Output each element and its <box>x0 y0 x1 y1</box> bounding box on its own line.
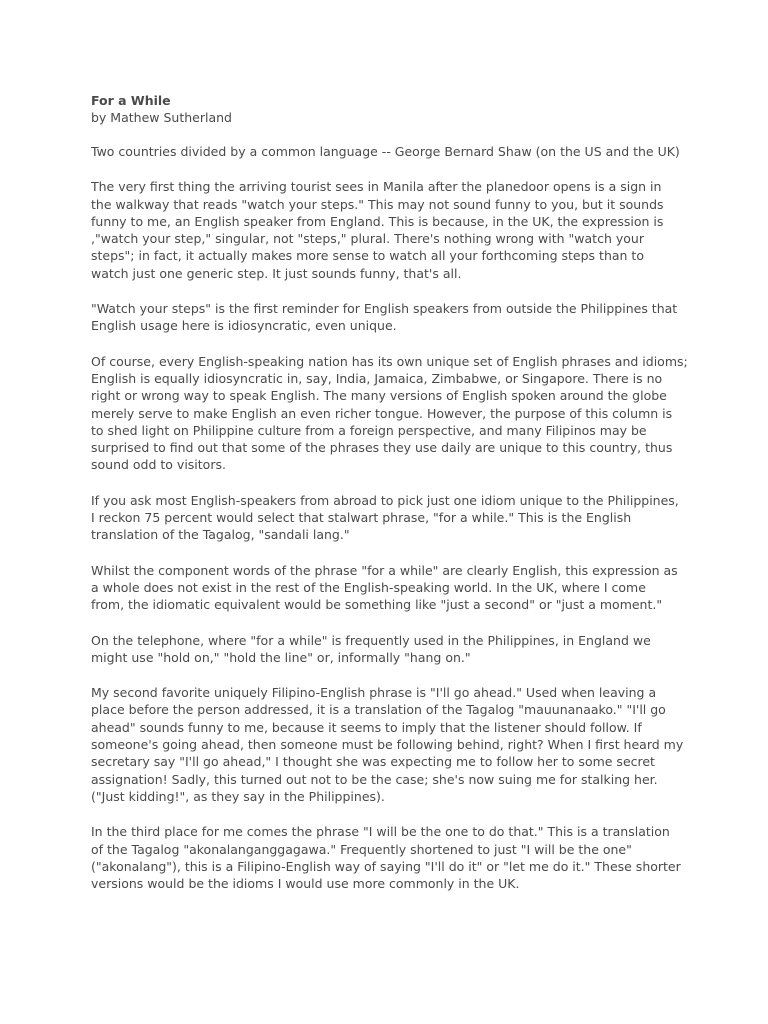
text-line: On the telephone, where "for a while" is frequently used in the Philippines, in England we <box>91 632 651 648</box>
article-title: For a While <box>91 93 171 108</box>
text-line: merely serve to make English an even richer tongue. However, the purpose of this column is <box>91 405 673 421</box>
text-line: In the third place for me comes the phrase "I will be the one to do that." This is a translation <box>91 824 670 840</box>
text-line: secretary say "I'll go ahead," I thought she was expecting me to follow her to some secret <box>91 754 655 770</box>
article-body <box>91 143 688 892</box>
text-line: place before the person addressed, it is a translation of the Tagalog "mauunanaako." "I'll go <box>91 702 666 718</box>
text-line: watch just one generic step. It just sounds funny, that's all. <box>91 265 462 281</box>
text-line: If you ask most English-speakers from abroad to pick just one idiom unique to the Philippines, <box>91 492 679 508</box>
paragraph <box>91 492 683 544</box>
text-line: right or wrong way to speak English. The many versions of English spoken around the globe <box>91 388 667 404</box>
text-line: steps"; in fact, it actually makes more sense to watch all your forthcoming steps than to <box>91 248 644 264</box>
document-page <box>91 92 688 910</box>
text-line: English is equally idiosyncratic in, say, India, Jamaica, Zimbabwe, or Singapore. There is no <box>91 370 663 386</box>
text-line: funny to me, an English speaker from England. This is because, in the UK, the expression is <box>91 213 664 229</box>
text-line: might use "hold on," "hold the line" or, informally "hang on." <box>91 649 471 665</box>
text-line: I reckon 75 percent would select that stalwart phrase, "for a while." This is the English <box>91 510 632 526</box>
text-line: Two countries divided by a common language -- George Bernard Shaw (on the US and the UK) <box>91 144 680 159</box>
text-line: to shed light on Philippine culture from a foreign perspective, and many Filipinos may be <box>91 422 647 438</box>
text-line: ("akonalang"), this is a Filipino-English way of saying "I'll do it" or "let me do it." These shorter <box>91 858 681 874</box>
paragraph <box>91 823 683 892</box>
text-line: Of course, every English-speaking nation has its own unique set of English phrases and idioms; <box>91 353 688 369</box>
text-line: assignation! Sadly, this turned out not to be the case; she's now suing me for stalking her. <box>91 771 658 787</box>
paragraph <box>91 143 683 160</box>
text-line: translation of the Tagalog, "sandali lang." <box>91 527 350 543</box>
text-line: the walkway that reads "watch your steps." This may not sound funny to you, but it sounds <box>91 196 664 212</box>
text-line: My second favorite uniquely Filipino-English phrase is "I'll go ahead." Used when leaving a <box>91 685 657 701</box>
paragraph <box>91 562 683 614</box>
text-line: ahead" sounds funny to me, because it seems to imply that the listener should follow. If <box>91 719 642 735</box>
text-line: The very first thing the arriving tourist sees in Manila after the planedoor opens is a sign in <box>91 179 662 195</box>
text-line: ("Just kidding!", as they say in the Philippines). <box>91 788 385 804</box>
text-line: versions would be the idioms I would use more commonly in the UK. <box>91 876 520 892</box>
text-line: a whole does not exist in the rest of the English-speaking world. In the UK, where I come <box>91 579 646 595</box>
text-line: sound odd to visitors. <box>91 457 226 473</box>
text-line: from, the idiomatic equivalent would be something like "just a second" or "just a moment." <box>91 597 663 613</box>
paragraph <box>91 684 683 805</box>
text-line: Whilst the component words of the phrase "for a while" are clearly English, this expression as <box>91 562 678 578</box>
paragraph <box>91 300 683 335</box>
paragraph <box>91 178 683 282</box>
article-byline: by Mathew Sutherland <box>91 110 232 125</box>
text-line: someone's going ahead, then someone must be following behind, right? When I first heard my <box>91 737 684 753</box>
text-line: surprised to find out that some of the phrases they use daily are unique to this country, thus <box>91 440 673 456</box>
text-line: of the Tagalog "akonalanganggagawa." Frequently shortened to just "I will be the one" <box>91 841 632 857</box>
text-line: English usage here is idiosyncratic, even unique. <box>91 318 397 334</box>
text-line: "Watch your steps" is the first reminder for English speakers from outside the Philippines that <box>91 301 678 317</box>
text-line: ,"watch your step," singular, not "steps," plural. There's nothing wrong with "watch your <box>91 231 644 247</box>
paragraph <box>91 632 683 667</box>
paragraph <box>91 353 688 474</box>
